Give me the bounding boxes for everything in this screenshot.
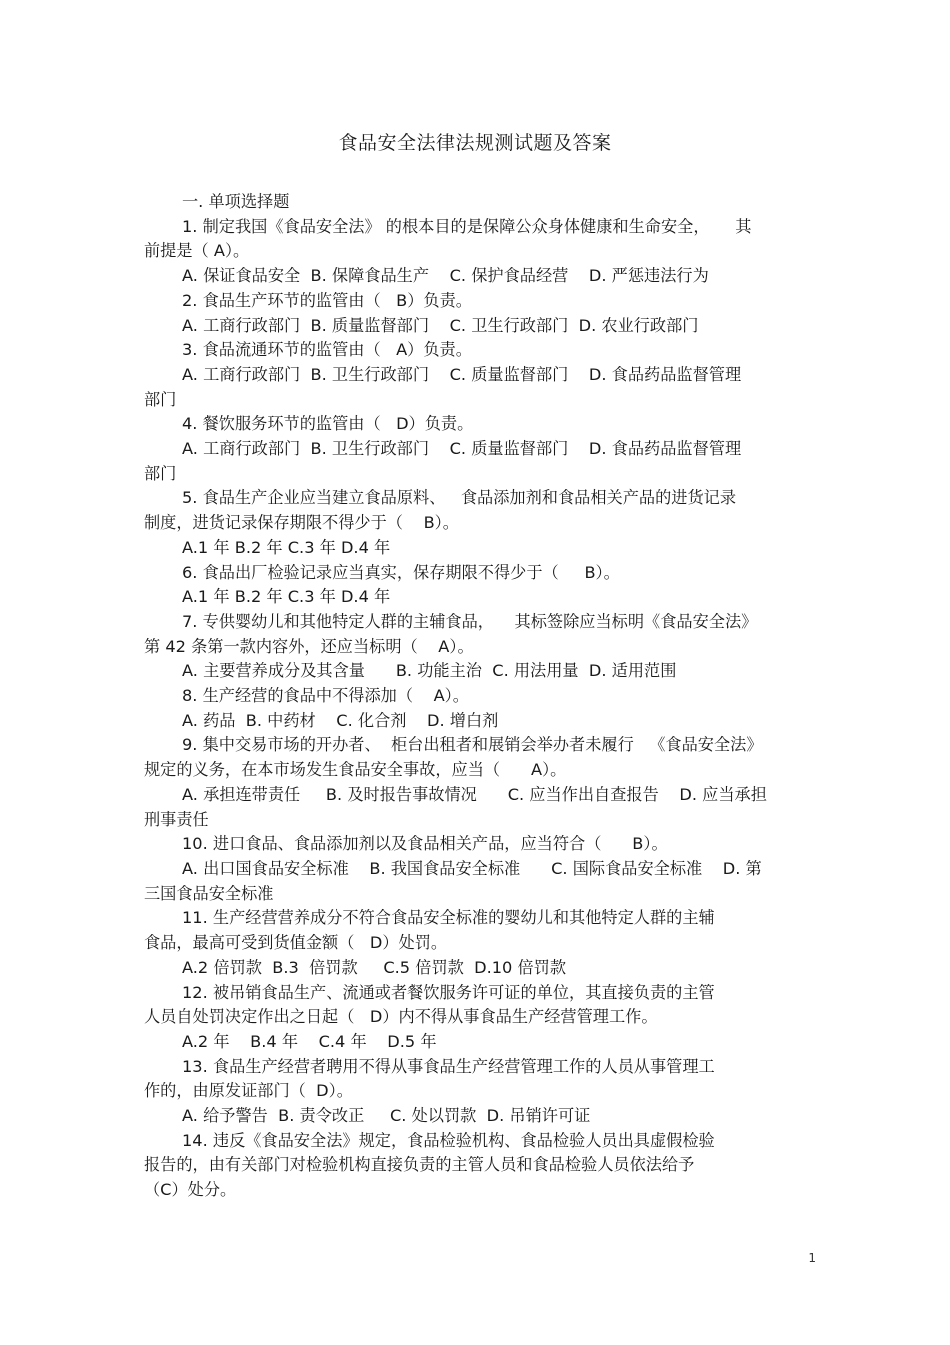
text-line: （C）处分。 (144, 1180, 237, 1200)
text-line: 13. 食品生产经营者聘用不得从事食品生产经营管理工作的人员从事管理工 (182, 1056, 715, 1076)
document-body (144, 190, 808, 1203)
text-line: 食品，最高可受到货值金额（ D）处罚。 (144, 933, 448, 953)
text-line: 2. 食品生产环节的监管由（ B）负责。 (182, 290, 472, 310)
text-line: A. 保证食品安全 B. 保障食品生产 C. 保护食品经营 D. 严惩违法行为 (182, 266, 709, 286)
text-line: 9. 集中交易市场的开办者、 柜台出租者和展销会举办者未履行 《食品安全法》 (182, 735, 763, 755)
text-line: 作的，由原发证部门（ D）。 (144, 1081, 353, 1101)
text-line: 1. 制定我国《食品安全法》 的根本目的是保障公众身体健康和生命安全， 其 (182, 216, 752, 236)
text-line: A.1 年 B.2 年 C.3 年 D.4 年 (182, 587, 391, 607)
text-line: 12. 被吊销食品生产、流通或者餐饮服务许可证的单位，其直接负责的主管 (182, 982, 715, 1002)
text-line: 第 42 条第一款内容外，还应当标明（ A）。 (144, 636, 474, 656)
document-title: 食品安全法律法规测试题及答案 (338, 132, 612, 154)
text-line: 刑事责任 (144, 809, 209, 829)
text-line: 6. 食品出厂检验记录应当真实，保存期限不得少于（ B）。 (182, 562, 620, 582)
text-line: 10. 进口食品、食品添加剂以及食品相关产品，应当符合（ B）。 (182, 834, 668, 854)
text-line: A. 出口国食品安全标准 B. 我国食品安全标准 C. 国际食品安全标准 D. 第 (182, 858, 762, 878)
text-line: A. 工商行政部门 B. 卫生行政部门 C. 质量监督部门 D. 食品药品监督管理 (182, 364, 742, 384)
text-line: 前提是（ A）。 (144, 241, 250, 261)
text-line: 部门 (144, 463, 177, 483)
text-line: 7. 专供婴幼儿和其他特定人群的主辅食品， 其标签除应当标明《食品安全法》 (182, 611, 758, 631)
text-line: A. 主要营养成分及其含量 B. 功能主治 C. 用法用量 D. 适用范围 (182, 661, 677, 681)
page-number: 1 (808, 1251, 816, 1265)
text-line: 制度，进货记录保存期限不得少于（ B）。 (144, 513, 459, 533)
text-line: A. 药品 B. 中药材 C. 化合剂 D. 增白剂 (182, 710, 499, 730)
text-line: A. 工商行政部门 B. 卫生行政部门 C. 质量监督部门 D. 食品药品监督管理 (182, 439, 742, 459)
text-line: A.1 年 B.2 年 C.3 年 D.4 年 (182, 537, 391, 557)
text-line: 规定的义务，在本市场发生食品安全事故，应当（ A）。 (144, 760, 567, 780)
section-heading: 一. 单项选择题 (182, 192, 290, 211)
text-line: 5. 食品生产企业应当建立食品原料、 食品添加剂和食品相关产品的进货记录 (182, 488, 737, 508)
text-line: 8. 生产经营的食品中不得添加（ A）。 (182, 686, 469, 706)
text-line: A. 承担连带责任 B. 及时报告事故情况 C. 应当作出自查报告 D. 应当承担 (182, 784, 767, 804)
text-line: 报告的，由有关部门对检验机构直接负责的主管人员和食品检验人员依法给予 (144, 1155, 695, 1175)
text-line: 三国食品安全标准 (144, 883, 274, 903)
text-line: A. 给予警告 B. 责令改正 C. 处以罚款 D. 吊销许可证 (182, 1106, 591, 1126)
text-line: A.2 年 B.4 年 C.4 年 D.5 年 (182, 1031, 437, 1051)
text-line: A.2 倍罚款 B.3 倍罚款 C.5 倍罚款 D.10 倍罚款 (182, 957, 567, 977)
text-line: A. 工商行政部门 B. 质量监督部门 C. 卫生行政部门 D. 农业行政部门 (182, 315, 699, 335)
text-line: 14. 违反《食品安全法》规定，食品检验机构、食品检验人员出具虚假检验 (182, 1130, 715, 1150)
text-line: 4. 餐饮服务环节的监管由（ D）负责。 (182, 414, 474, 434)
text-line: 人员自处罚决定作出之日起（ D）内不得从事食品生产经营管理工作。 (144, 1007, 658, 1027)
text-line: 3. 食品流通环节的监管由（ A）负责。 (182, 340, 472, 360)
text-line: 11. 生产经营营养成分不符合食品安全标准的婴幼儿和其他特定人群的主辅 (182, 908, 715, 928)
text-line: 部门 (144, 389, 177, 409)
